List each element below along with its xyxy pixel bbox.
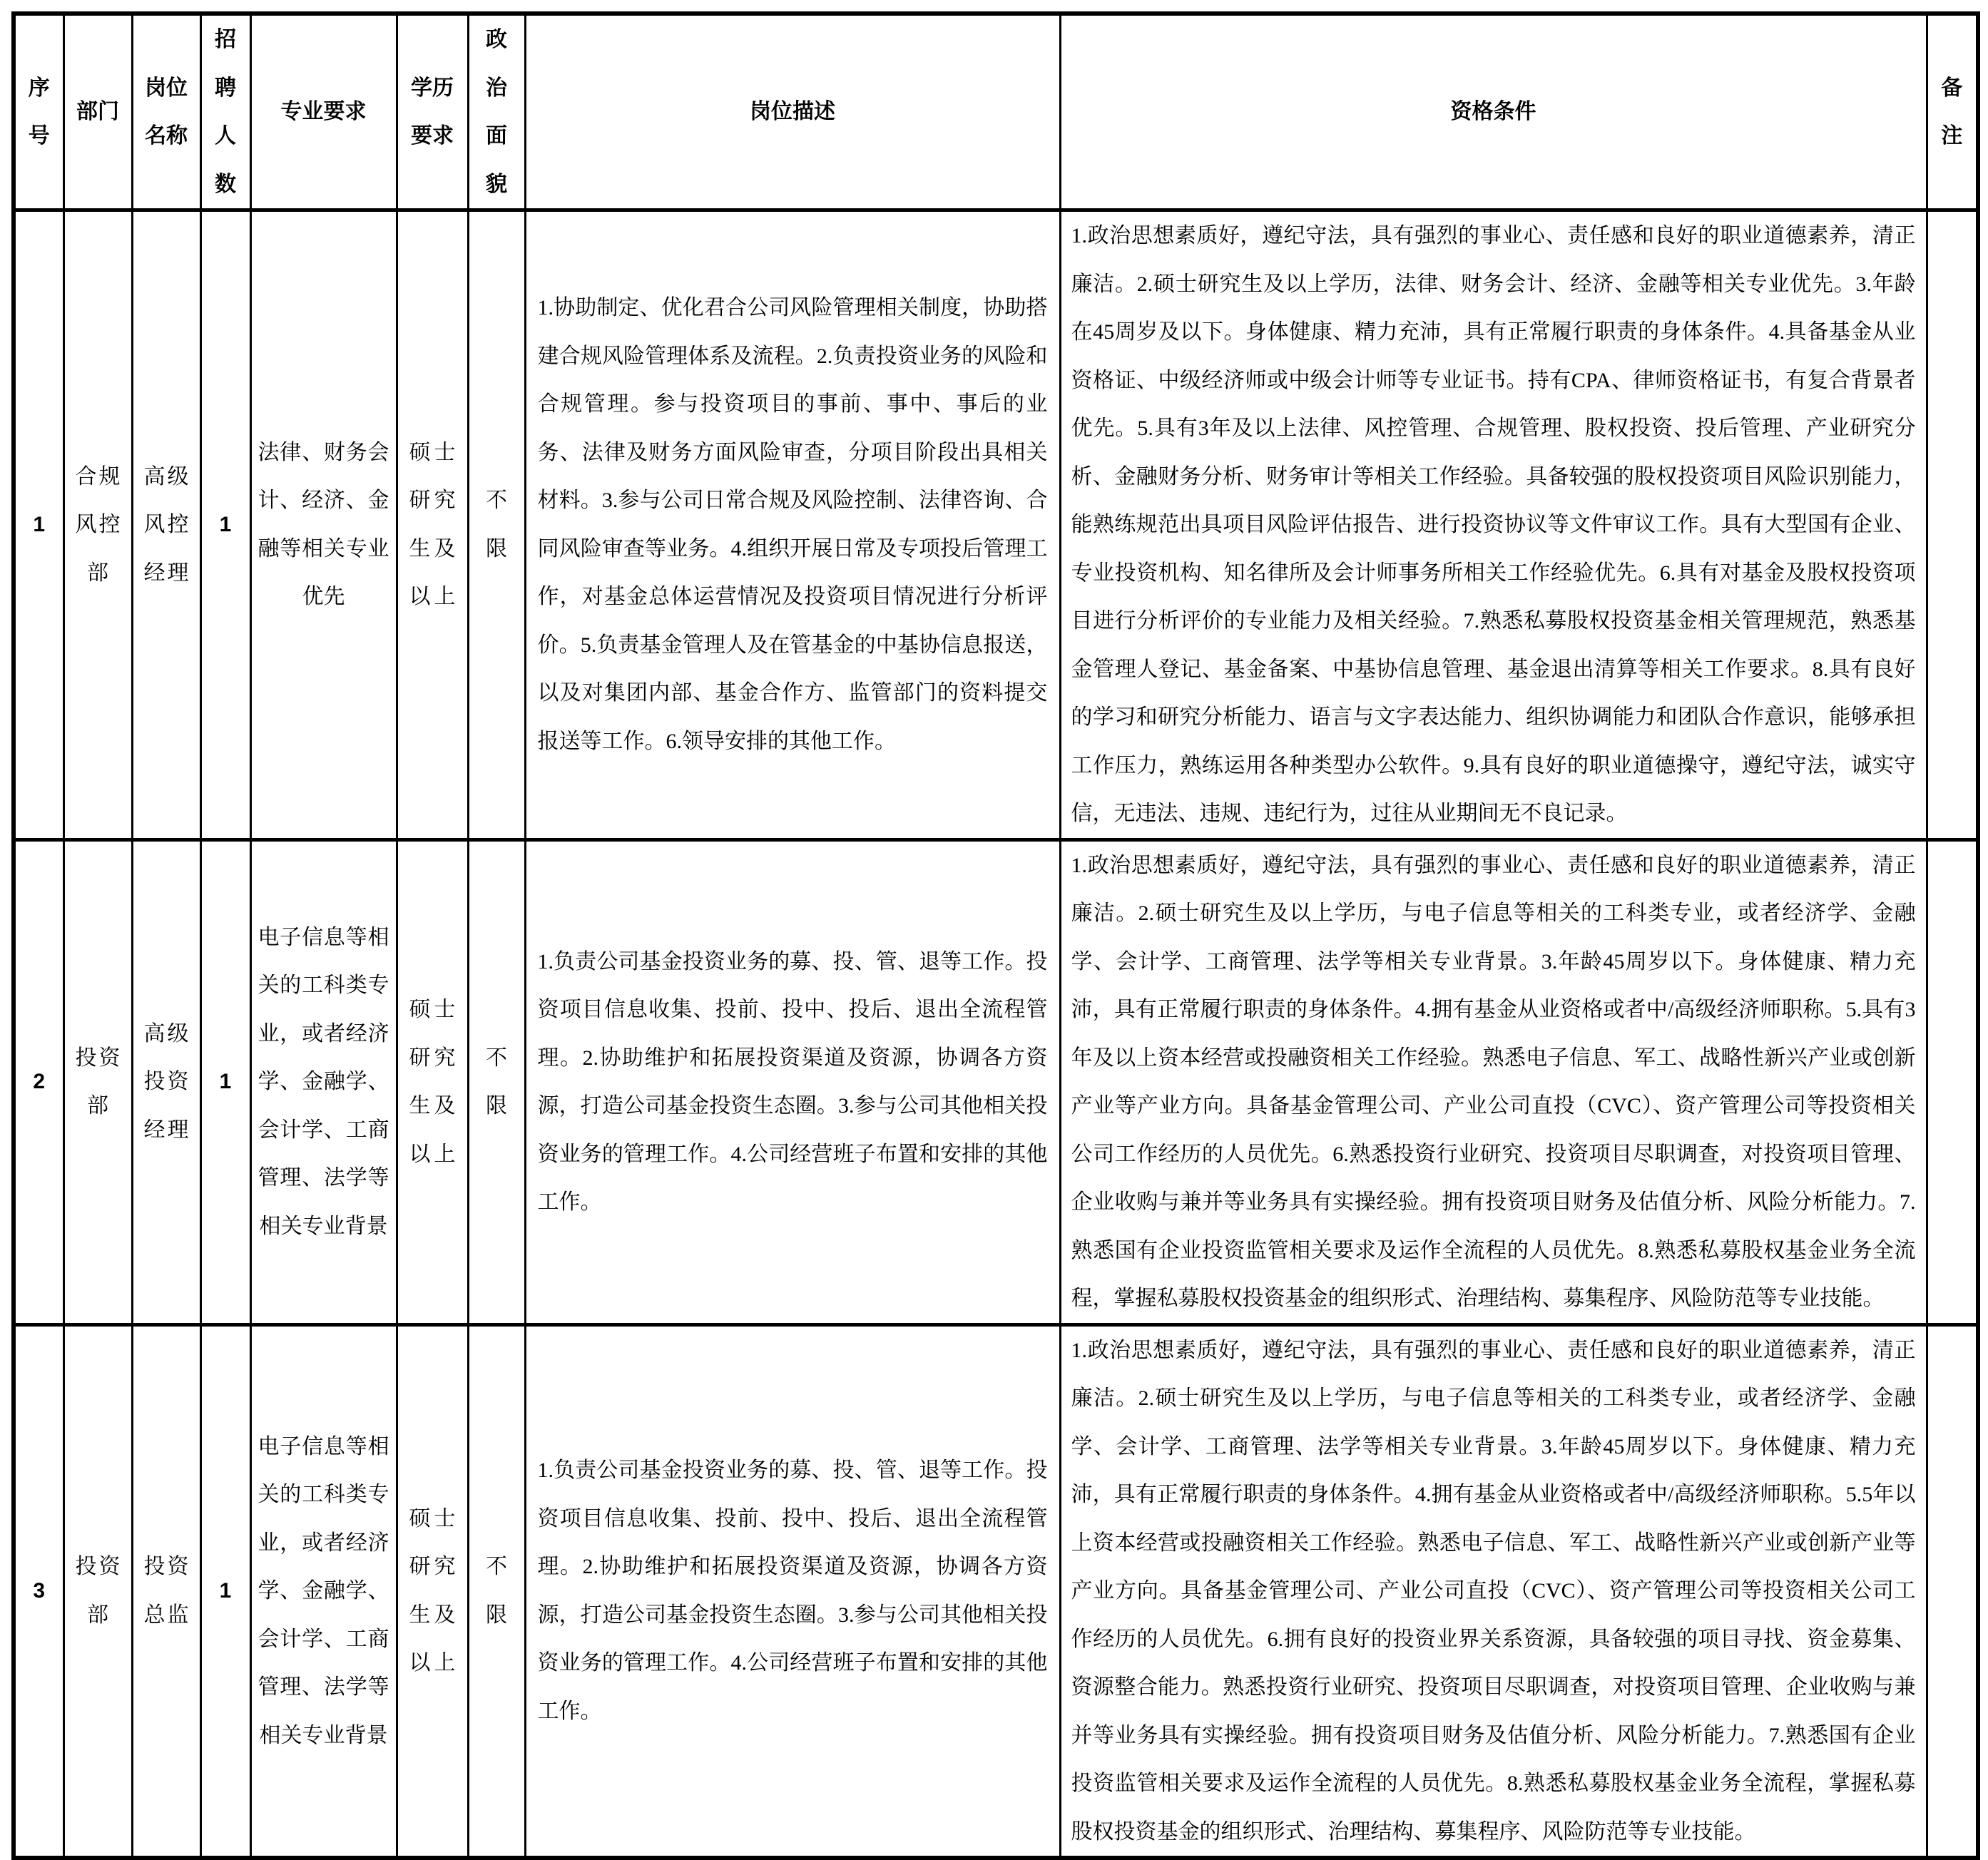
cell-description: 1.负责公司基金投资业务的募、投、管、退等工作。投资项目信息收集、投前、投中、投后、退出全流程管理。2.协助维护和拓展投资渠道及资源，协调各方资源，打造公司基金投资生态圈。3.参与公司其他相关投资业务的管理工作。4.公司经营班子布置和安排的其他工作。 — [525, 1324, 1060, 1858]
cell-department: 投资部 — [63, 1324, 132, 1858]
col-header-position: 岗位名称 — [132, 14, 200, 210]
cell-major: 电子信息等相关的工科类专业，或者经济学、金融学、会计学、工商管理、法学等相关专业背景 — [250, 1324, 397, 1858]
table-row — [14, 839, 1978, 1324]
cell-degree: 硕士研究生及以上 — [397, 839, 468, 1324]
cell-position: 投资总监 — [132, 1324, 200, 1858]
table-row — [14, 210, 1978, 840]
table-body — [14, 210, 1978, 1859]
cell-headcount: 1 — [200, 1324, 250, 1858]
cell-seq: 2 — [14, 839, 63, 1324]
header-row — [14, 14, 1978, 210]
cell-qualification: 1.政治思想素质好，遵纪守法，具有强烈的事业心、责任感和良好的职业道德素养，清正廉洁。2.硕士研究生及以上学历，法律、财务会计、经济、金融等相关专业优先。3.年龄在45周岁及以下。身体健康、精力充沛，具有正常履行职责的身体条件。4.具备基金从业资格证、中级经济师或中级会计师等专业证书。持有CPA、律师资格证书，有复合背景者优先。5.具有3年及以上法律、风控管理、合规管理、股权投资、投后管理、产业研究分析、金融财务分析、财务审计等相关工作经验。具备较强的股权投资项目风险识别能力，能熟练规范出具项目风险评估报告、进行投资协议等文件审议工作。具有大型国有企业、专业投资机构、知名律所及会计师事务所相关工作经验优先。6.具有对基金及股权投资项目进行分析评价的专业能力及相关经验。7.熟悉私募股权投资基金相关管理规范，熟悉基金管理人登记、基金备案、中基协信息管理、基金退出清算等相关工作要求。8.具有良好的学习和研究分析能力、语言与文字表达能力、组织协调能力和团队合作意识，能够承担工作压力，熟练运用各种类型办公软件。9.具有良好的职业道德操守，遵纪守法，诚实守信，无违法、违规、违纪行为，过往从业期间无不良记录。 — [1060, 210, 1927, 840]
cell-degree: 硕士研究生及以上 — [397, 210, 468, 840]
cell-headcount: 1 — [200, 210, 250, 840]
col-header-political: 政治面貌 — [468, 14, 525, 210]
cell-political: 不限 — [468, 210, 525, 840]
cell-position: 高级投资经理 — [132, 839, 200, 1324]
col-header-seq: 序号 — [14, 14, 63, 210]
cell-seq: 3 — [14, 1324, 63, 1858]
cell-qualification: 1.政治思想素质好，遵纪守法，具有强烈的事业心、责任感和良好的职业道德素养，清正廉洁。2.硕士研究生及以上学历，与电子信息等相关的工科类专业，或者经济学、金融学、会计学、工商管理、法学等相关专业背景。3.年龄45周岁以下。身体健康、精力充沛，具有正常履行职责的身体条件。4.拥有基金从业资格或者中/高级经济师职称。5.具有3年及以上资本经营或投融资相关工作经验。熟悉电子信息、军工、战略性新兴产业或创新产业等产业方向。具备基金管理公司、产业公司直投（CVC）、资产管理公司等投资相关公司工作经历的人员优先。6.熟悉投资行业研究、投资项目尽职调查，对投资项目管理、企业收购与兼并等业务具有实操经验。拥有投资项目财务及估值分析、风险分析能力。7.熟悉国有企业投资监管相关要求及运作全流程的人员优先。8.熟悉私募股权基金业务全流程，掌握私募股权投资基金的组织形式、治理结构、募集程序、风险防范等专业技能。 — [1060, 839, 1927, 1324]
cell-qualification: 1.政治思想素质好，遵纪守法，具有强烈的事业心、责任感和良好的职业道德素养，清正廉洁。2.硕士研究生及以上学历，与电子信息等相关的工科类专业，或者经济学、金融学、会计学、工商管理、法学等相关专业背景。3.年龄45周岁以下。身体健康、精力充沛，具有正常履行职责的身体条件。4.拥有基金从业资格或者中/高级经济师职称。5.5年以上资本经营或投融资相关工作经验。熟悉电子信息、军工、战略性新兴产业或创新产业等产业方向。具备基金管理公司、产业公司直投（CVC）、资产管理公司等投资相关公司工作经历的人员优先。6.拥有良好的投资业界关系资源，具备较强的项目寻找、资金募集、资源整合能力。熟悉投资行业研究、投资项目尽职调查，对投资项目管理、企业收购与兼并等业务具有实操经验。拥有投资项目财务及估值分析、风险分析能力。7.熟悉国有企业投资监管相关要求及运作全流程的人员优先。8.熟悉私募股权基金业务全流程，掌握私募股权投资基金的组织形式、治理结构、募集程序、风险防范等专业技能。 — [1060, 1324, 1927, 1858]
cell-department: 合规风控部 — [63, 210, 132, 840]
col-header-department: 部门 — [63, 14, 132, 210]
table-header — [14, 14, 1978, 210]
cell-political: 不限 — [468, 839, 525, 1324]
cell-description: 1.协助制定、优化君合公司风险管理相关制度，协助搭建合规风险管理体系及流程。2.负责投资业务的风险和合规管理。参与投资项目的事前、事中、事后的业务、法律及财务方面风险审查，分项目阶段出具相关材料。3.参与公司日常合规及风险控制、法律咨询、合同风险审查等业务。4.组织开展日常及专项投后管理工作，对基金总体运营情况及投资项目情况进行分析评价。5.负责基金管理人及在管基金的中基协信息报送，以及对集团内部、基金合作方、监管部门的资料提交报送等工作。6.领导安排的其他工作。 — [525, 210, 1060, 840]
col-header-major: 专业要求 — [250, 14, 397, 210]
cell-political: 不限 — [468, 1324, 525, 1858]
cell-note — [1927, 1324, 1978, 1858]
cell-major: 法律、财务会计、经济、金融等相关专业优先 — [250, 210, 397, 840]
col-header-headcount: 招聘人数 — [200, 14, 250, 210]
cell-position: 高级风控经理 — [132, 210, 200, 840]
col-header-degree: 学历要求 — [397, 14, 468, 210]
cell-note — [1927, 210, 1978, 840]
cell-headcount: 1 — [200, 839, 250, 1324]
col-header-qualification: 资格条件 — [1060, 14, 1927, 210]
recruitment-table — [11, 11, 1980, 1860]
cell-degree: 硕士研究生及以上 — [397, 1324, 468, 1858]
cell-seq: 1 — [14, 210, 63, 840]
col-header-description: 岗位描述 — [525, 14, 1060, 210]
col-header-note: 备注 — [1927, 14, 1978, 210]
cell-note — [1927, 839, 1978, 1324]
cell-department: 投资部 — [63, 839, 132, 1324]
cell-description: 1.负责公司基金投资业务的募、投、管、退等工作。投资项目信息收集、投前、投中、投后、退出全流程管理。2.协助维护和拓展投资渠道及资源，协调各方资源，打造公司基金投资生态圈。3.参与公司其他相关投资业务的管理工作。4.公司经营班子布置和安排的其他工作。 — [525, 839, 1060, 1324]
table-row — [14, 1324, 1978, 1858]
cell-major: 电子信息等相关的工科类专业，或者经济学、金融学、会计学、工商管理、法学等相关专业背景 — [250, 839, 397, 1324]
